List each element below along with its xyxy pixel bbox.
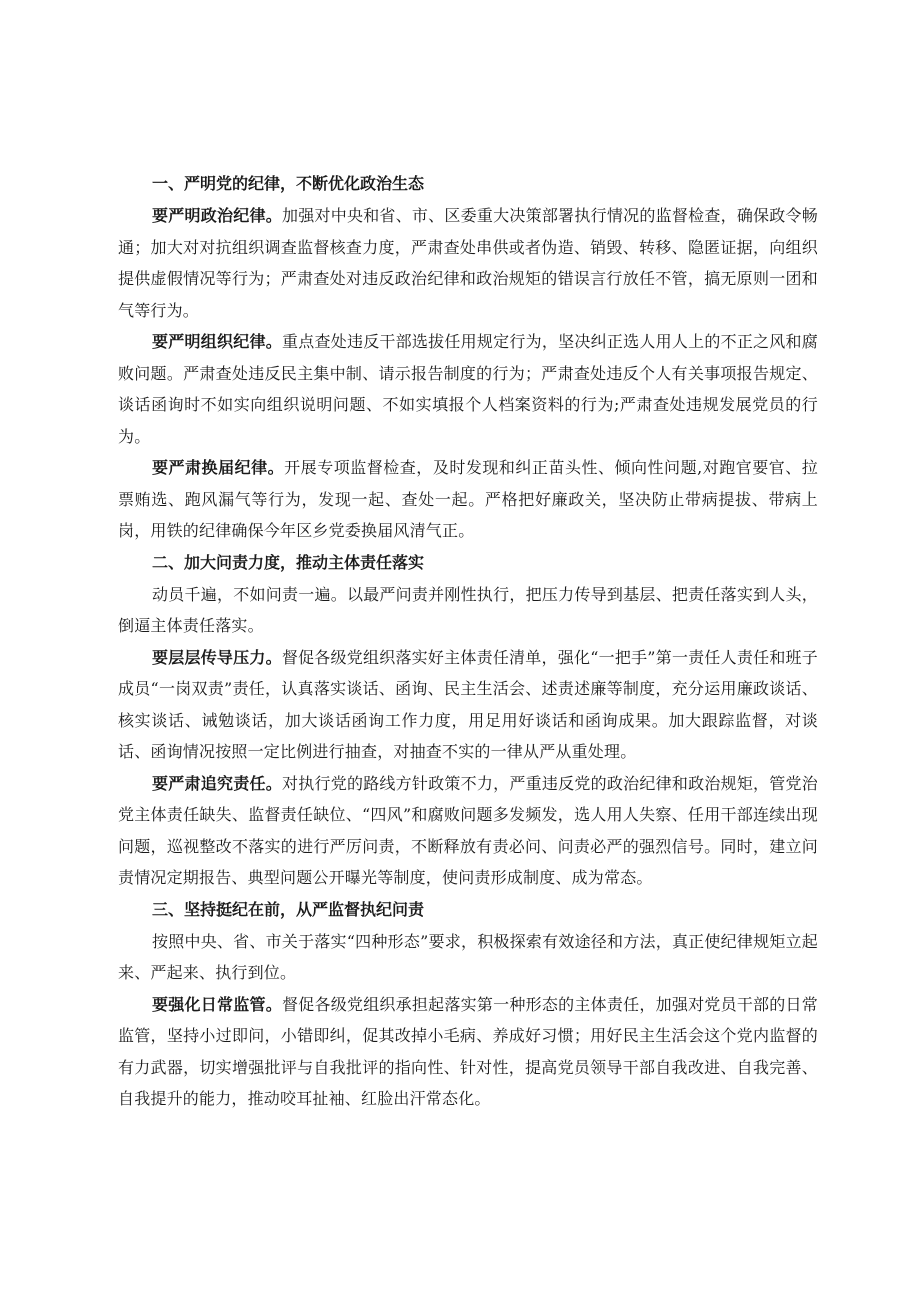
paragraph-lead: 要严明组织纪律。 — [152, 332, 282, 351]
paragraph — [118, 200, 818, 326]
paragraph — [118, 989, 818, 1115]
paragraph-text: 动员千遍，不如问责一遍。以最严问责并刚性执行，把压力传导到基层、把责任落实到人头，倒逼主体责任落实。 — [118, 584, 818, 635]
section-heading-1: 一、严明党的纪律，不断优化政治生态 — [152, 174, 425, 193]
section-heading-2: 二、加大问责力度，推动主体责任落实 — [152, 552, 425, 572]
paragraph — [118, 768, 818, 894]
paragraph-lead: 要层层传导压力。 — [152, 647, 282, 667]
paragraph-text: 加强对中央和省、市、区委重大决策部署执行情况的监督检查，确保政令畅通；加大对对抗组织调查监督核查力度，严肃查处串供或者伪造、销毁、转移、隐匿证据，向组织提供虚假情况等行为；严肃查处对违反政治纪律和政治规矩的错误言行放任不管，搞无原则一团和气等行为。 — [118, 206, 818, 320]
paragraph-text: 对执行党的路线方针政策不力，严重违反党的政治纪律和政治规矩，管党治党主体责任缺失、监督责任缺位、“四风”和腐败问题多发频发，选人用人失察、任用干部连续出现问题，巡视整改不落实的进行严厉问责，不断释放有责必问、问责必严的强烈信号。同时，建立问责情况定期报告、典型问题公开曝光等制度，使问责形成制度、成为常态。 — [118, 773, 818, 887]
paragraph-lead: 要严明政治纪律。 — [152, 206, 282, 225]
paragraph-text: 按照中央、省、市关于落实“四种形态”要求，积极探索有效途径和方法，真正使纪律规矩立起来、严起来、执行到位。 — [118, 931, 818, 982]
paragraph-text: 督促各级党组织承担起落实第一种形态的主体责任，加强对党员干部的日常监管，坚持小过即问，小错即纠，促其改掉小毛病、养成好习惯；用好民主生活会这个党内监督的有力武器，切实增强批评与自我批评的指向性、针对性，提高党员领导干部自我改进、自我完善、自我提升的能力，推动咬耳扯袖、红脸出汗常态化。 — [118, 994, 818, 1108]
paragraph — [118, 452, 818, 547]
paragraph — [118, 926, 818, 989]
paragraph — [118, 579, 818, 642]
paragraph-text: 督促各级党组织落实好主体责任清单，强化“一把手”第一责任人责任和班子成员“一岗双责”责任，认真落实谈话、函询、民主生活会、述责述廉等制度，充分运用廉政谈话、核实谈话、诫勉谈话，加大谈话函询工作力度，用足用好谈话和函询成果。加大跟踪监督，对谈话、函询情况按照一定比例进行抽查，对抽查不实的一律从严从重处理。 — [118, 647, 818, 761]
paragraph-lead: 要严肃追究责任。 — [152, 773, 282, 793]
paragraph — [118, 326, 818, 452]
paragraph-text: 开展专项监督检查，及时发现和纠正苗头性、倾向性问题,对跑官要官、拉票贿选、跑风漏气等行为，发现一起、查处一起。严格把好廉政关，坚决防止带病提拔、带病上岗，用铁的纪律确保今年区乡党委换届风清气正。 — [118, 458, 819, 540]
paragraph-text: 重点查处违反干部选拔任用规定行为，坚决纠正选人用人上的不正之风和腐败问题。严肃查处违反民主集中制、请示报告制度的行为；严肃查处违反个人有关事项报告规定、谈话函询时不如实向组织说明问题、不如实填报个人档案资料的行为;严肃查处违规发展党员的行为。 — [118, 332, 818, 446]
paragraph-lead: 要强化日常监管。 — [152, 994, 282, 1014]
paragraph-lead: 要严肃换届纪律。 — [152, 458, 285, 477]
document-body — [118, 168, 818, 1115]
paragraph — [118, 642, 818, 768]
section-heading-3: 三、坚持挺纪在前，从严监督执纪问责 — [152, 899, 425, 919]
